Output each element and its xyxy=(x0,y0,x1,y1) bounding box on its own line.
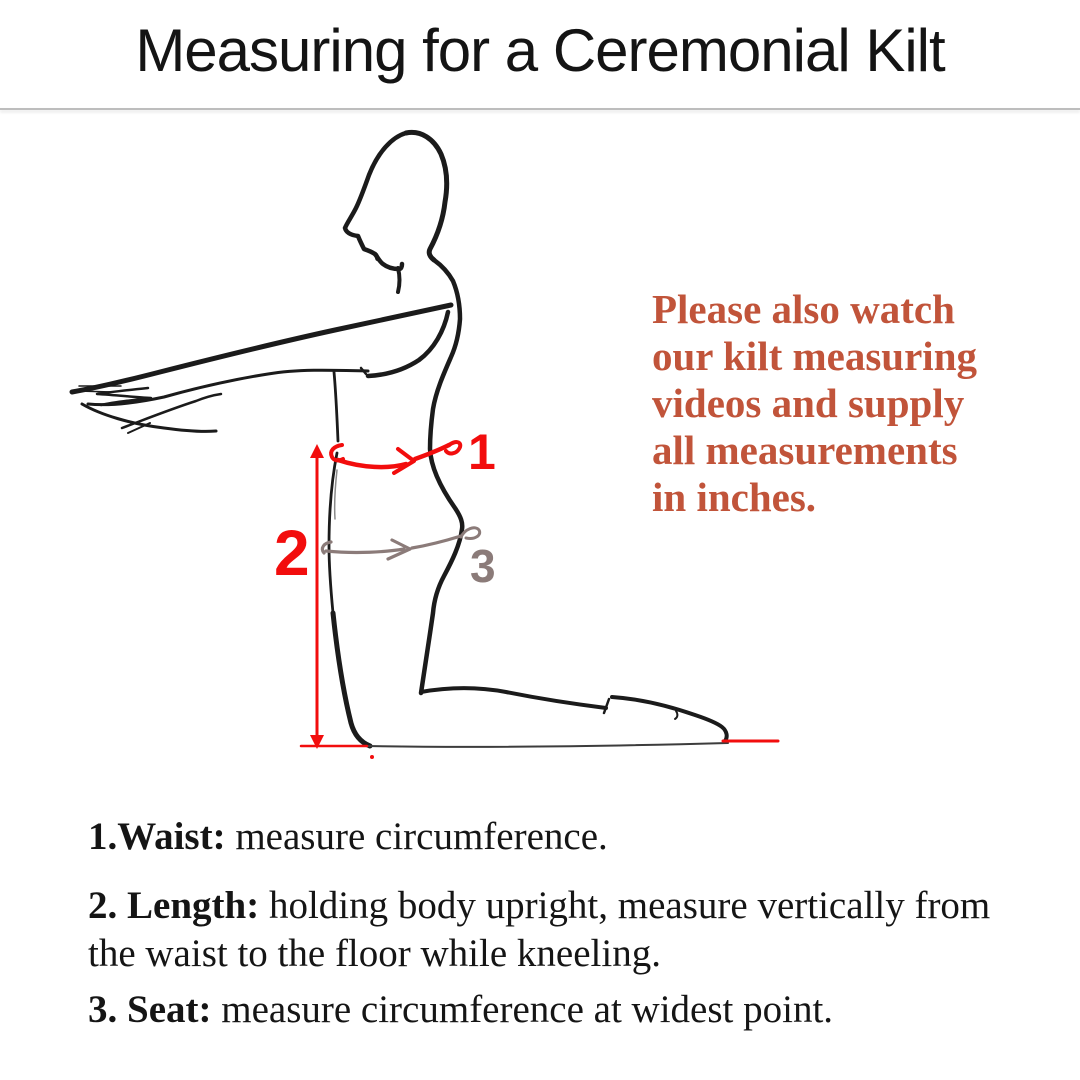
instruction-seat xyxy=(88,986,1000,1034)
note-line: all measurements xyxy=(652,427,958,473)
measurement-instructions xyxy=(88,813,1000,1034)
note-line: videos and supply xyxy=(652,380,965,426)
note-line: our kilt measuring xyxy=(652,333,977,379)
title-divider xyxy=(0,108,1080,110)
length-number-label: 2 xyxy=(274,517,310,589)
instruction-length-text: holding body upright, measure vertically from the waist to the floor while kneeling. xyxy=(88,884,991,975)
instruction-seat-label: 3. Seat: xyxy=(88,988,212,1031)
instruction-waist-text: measure circumference. xyxy=(225,815,608,858)
instruction-seat-text: measure circumference at widest point. xyxy=(211,988,834,1031)
note-line: in inches. xyxy=(652,474,817,520)
waist-number-label: 1 xyxy=(468,424,496,480)
instruction-waist-label: 1.Waist: xyxy=(88,815,226,858)
seat-number-label: 3 xyxy=(470,540,496,592)
page-title: Measuring for a Ceremonial Kilt xyxy=(135,17,945,84)
measuring-note xyxy=(652,286,977,521)
waist-measure-arrow xyxy=(331,442,460,473)
instruction-length-label: 2. Length: xyxy=(88,884,260,927)
instruction-waist xyxy=(88,813,1000,861)
figure-outline xyxy=(72,132,728,747)
note-line: Please also watch xyxy=(652,286,955,332)
instruction-length xyxy=(88,882,1000,978)
